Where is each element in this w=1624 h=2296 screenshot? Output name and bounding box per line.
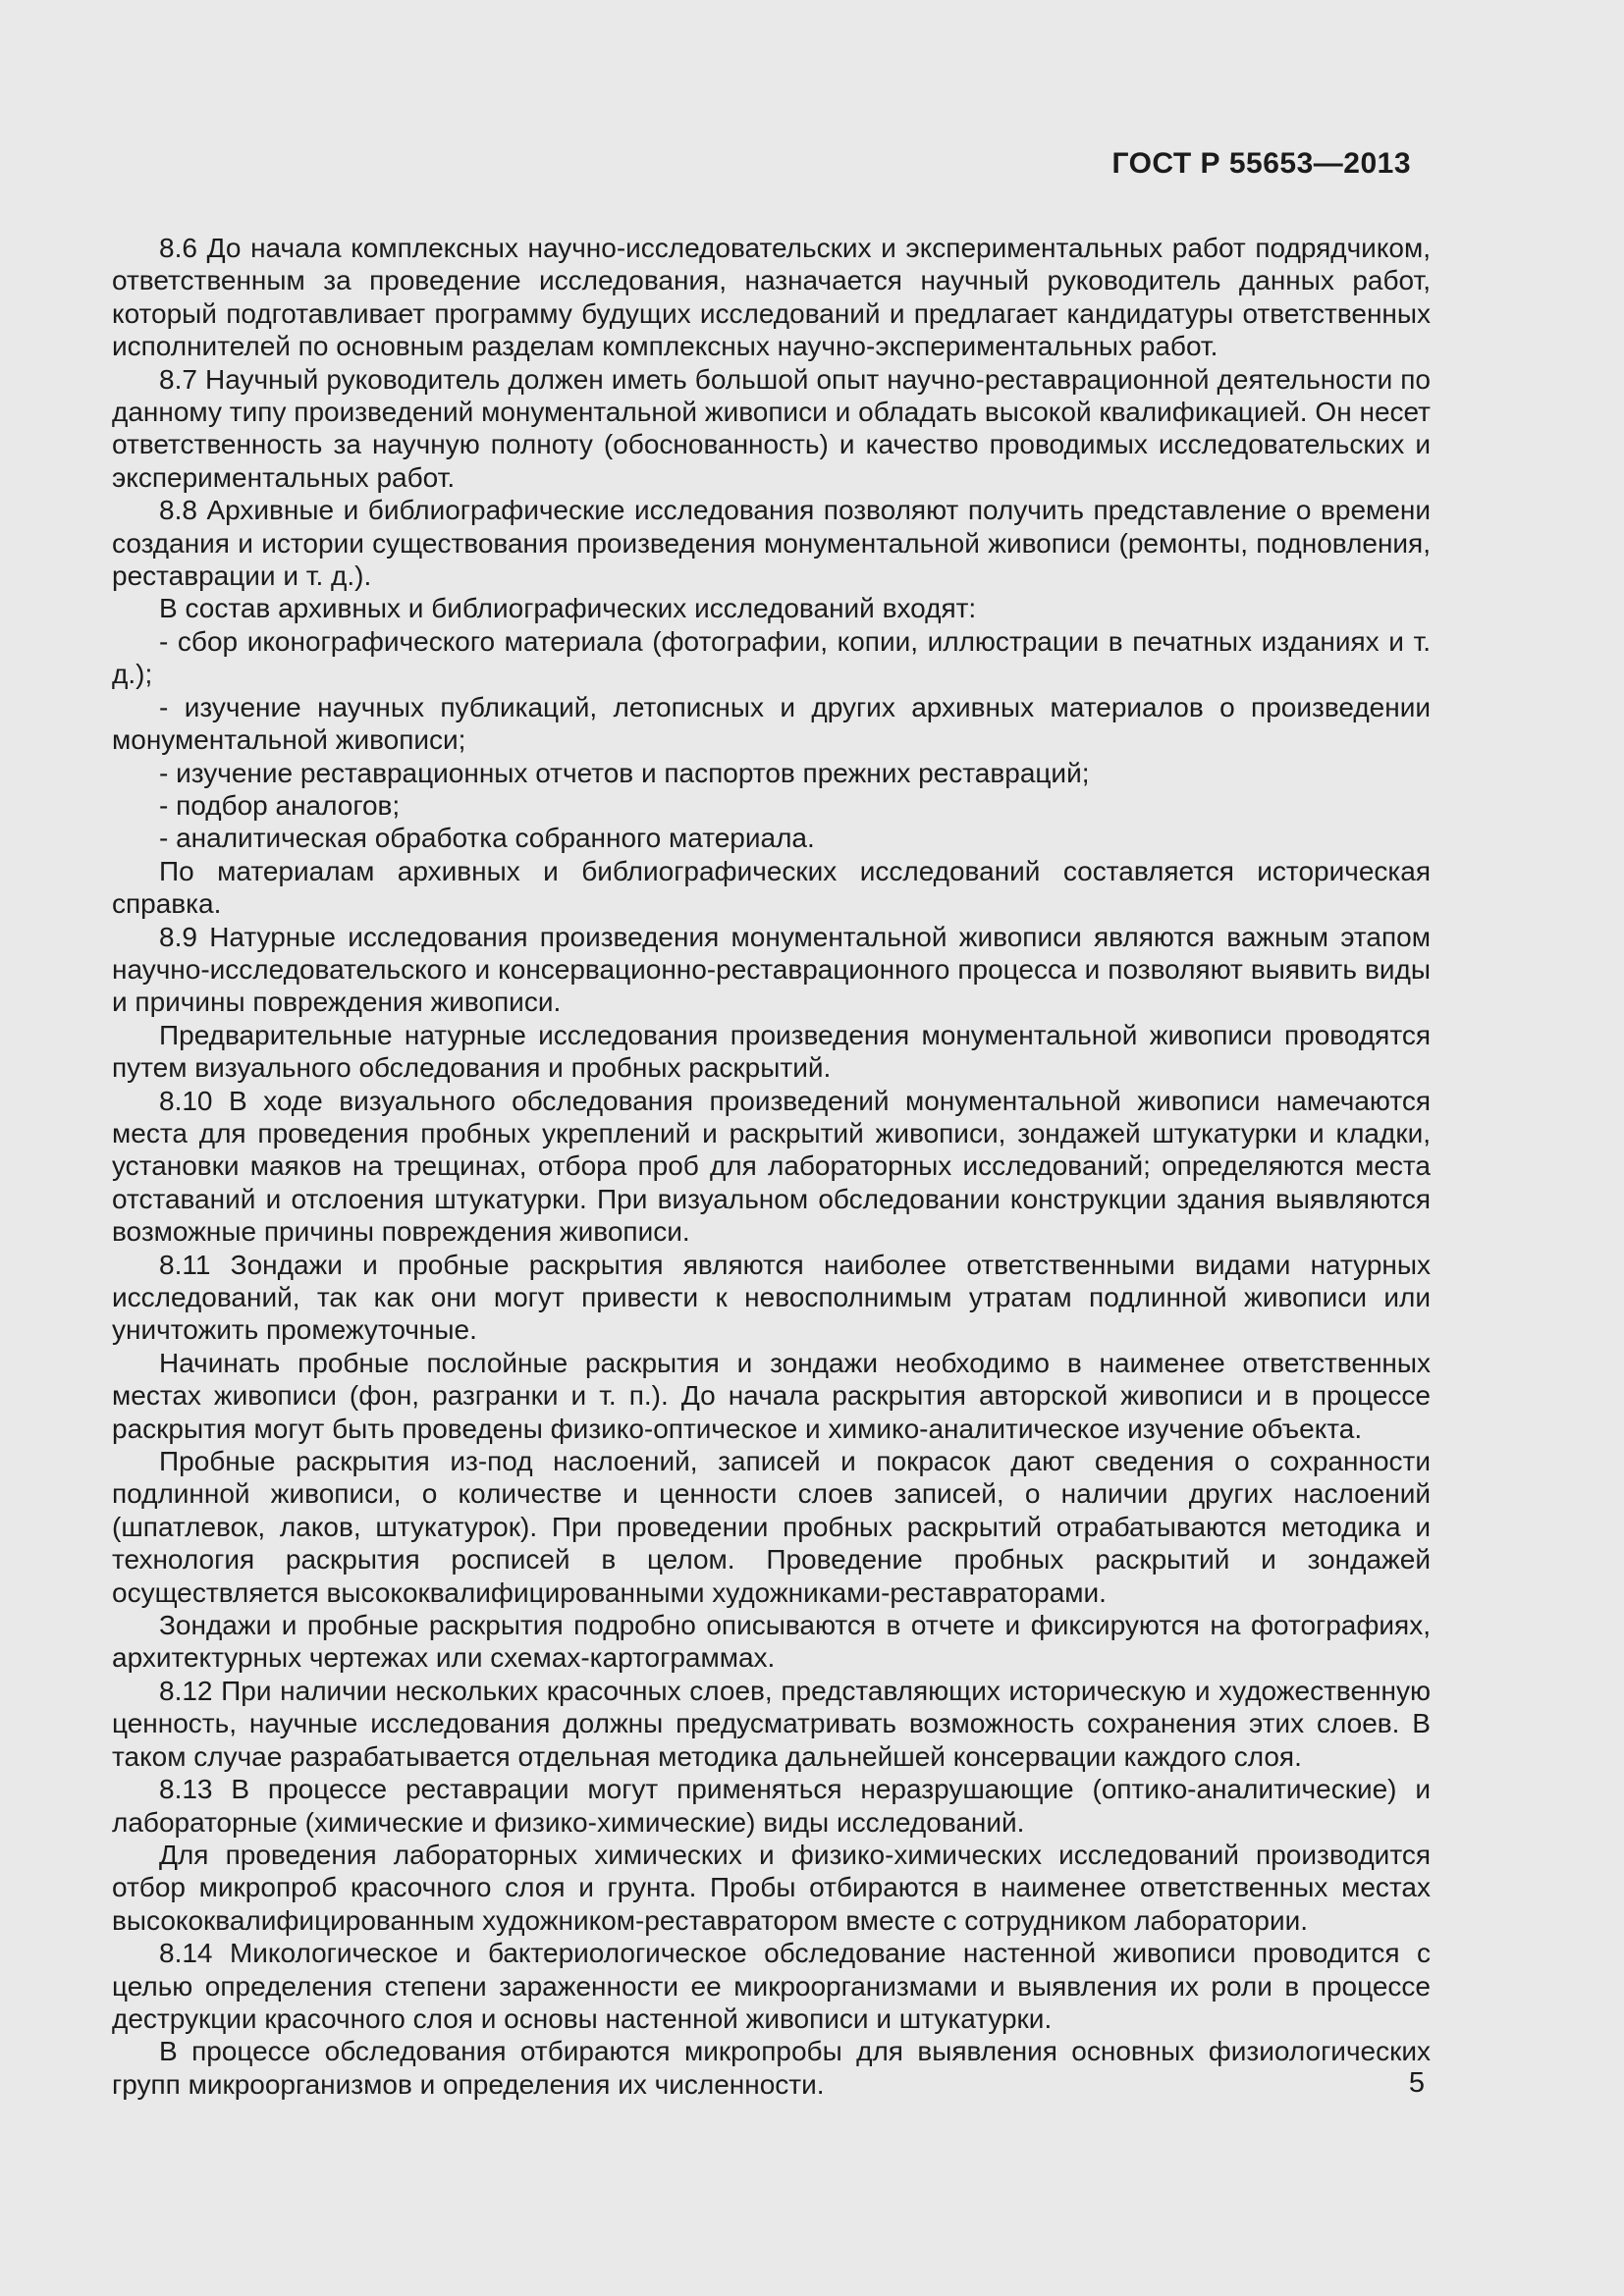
paragraph-8-8: 8.8 Архивные и библиографические исследования позволяют получить представление о времени создания и истории существования произведения монументальной живописи (ремонты, подновления, реставрации и т. д.). bbox=[112, 495, 1431, 592]
page-number: 5 bbox=[1408, 2067, 1425, 2099]
list-item-iconographic-material: - сбор иконографического материала (фотографии, копии, иллюстрации в печатных изданиях и т. д.); bbox=[112, 625, 1431, 690]
paragraph-sondage-documentation: Зондажи и пробные раскрытия подробно описываются в отчете и фиксируются на фотографиях, архитектурных чертежах или схемах-картограммах. bbox=[112, 1610, 1431, 1674]
paragraph-microsample-selection: Для проведения лабораторных химических и физико-химических исследований производится отбор микропроб красочного слоя и грунта. Пробы отбираются в наименее ответственных местах высококвалифицированным художником-реставратором вместе с сотрудником лаборатории. bbox=[112, 1839, 1431, 1936]
paragraph-8-11: 8.11 Зондажи и пробные раскрытия являются наиболее ответственными видами натурных исследований, так как они могут привести к невосполнимым утратам подлинной живописи или уничтожить промежуточные. bbox=[112, 1249, 1431, 1346]
document-body bbox=[112, 232, 1431, 2101]
list-item-publications-study: - изучение научных публикаций, летописных и других архивных материалов о произведении монументальной живописи; bbox=[112, 691, 1431, 756]
paragraph-8-14: 8.14 Микологическое и бактериологическое обследование настенной живописи проводится с целью определения степени зараженности ее микроорганизмами и выявления их роли в процессе деструкции красочного слоя и основы настенной живописи и штукатурки. bbox=[112, 1938, 1431, 2034]
paragraph-8-10: 8.10 В ходе визуального обследования произведений монументальной живописи намечаются места для проведения пробных укреплений и раскрытий живописи, зондажей штукатурки и кладки, установки маяков на трещинах, отбора проб для лабораторных исследований; определяются места отставаний и отслоения штукатурки. При визуальном обследовании конструкции здания выявляются возможные причины повреждения живописи. bbox=[112, 1085, 1431, 1248]
paragraph-trial-uncovering-info: Пробные раскрытия из-под наслоений, записей и покрасок дают сведения о сохранности подлинной живописи, о количестве и ценности слоев записей, о наличии других наслоений (шпатлевок, лаков, штукатурок). При проведении пробных раскрытий отрабатываются методика и технология раскрытия росписей в целом. Проведение пробных раскрытий и зондажей осуществляется высококвалифицированными художниками-реставраторами. bbox=[112, 1446, 1431, 1608]
paragraph-8-7: 8.7 Научный руководитель должен иметь большой опыт научно-реставрационной деятельности по данному типу произведений монументальной живописи и обладать высокой квалификацией. Он несет ответственность за научную полноту (обоснованность) и качество проводимых исследовательских и экспериментальных работ. bbox=[112, 363, 1431, 493]
paragraph-8-6: 8.6 До начала комплексных научно-исследовательских и экспериментальных работ подрядчиком, ответственным за проведение исследования, назначается научный руководитель данных работ, который подготавливает программу будущих исследований и предлагает кандидатуры ответственных исполнителей по основным разделам комплексных научно-экспериментальных работ. bbox=[112, 233, 1431, 362]
paragraph-preliminary-research: Предварительные натурные исследования произведения монументальной живописи проводятся путем визуального обследования и пробных раскрытий. bbox=[112, 1019, 1431, 1084]
paragraph-8-12: 8.12 При наличии нескольких красочных слоев, представляющих историческую и художественную ценность, научные исследования должны предусматривать возможность сохранения этих слоев. В таком случае разрабатывается отдельная методика дальнейшей консервации каждого слоя. bbox=[112, 1675, 1431, 1772]
list-item-analog-selection: - подбор аналогов; bbox=[159, 789, 401, 821]
list-item-restoration-reports: - изучение реставрационных отчетов и паспортов прежних реставраций; bbox=[159, 757, 1090, 788]
list-item-analytical-processing: - аналитическая обработка собранного материала. bbox=[159, 823, 815, 854]
paragraph-historical-note: По материалам архивных и библиографических исследований составляется историческая справка. bbox=[112, 855, 1431, 920]
paragraph-8-13: 8.13 В процессе реставрации могут применяться неразрушающие (оптико-аналитические) и лабораторные (химические и физико-химические) виды исследований. bbox=[112, 1774, 1431, 1838]
paragraph-microorganism-groups: В процессе обследования отбираются микропробы для выявления основных физиологических групп микроорганизмов и определения их численности. bbox=[112, 2036, 1431, 2100]
paragraph-trial-uncovering-start: Начинать пробные послойные раскрытия и зондажи необходимо в наименее ответственных местах живописи (фон, разгранки и т. п.). До начала раскрытия авторской живописи и в процессе раскрытия могут быть проведены физико-оптическое и химико-аналитическое изучение объекта. bbox=[112, 1347, 1431, 1444]
paragraph-archival-list-intro: В состав архивных и библиографических исследований входят: bbox=[159, 593, 977, 624]
document-header-standard-number: ГОСТ Р 55653—2013 bbox=[1111, 147, 1411, 180]
paragraph-8-9: 8.9 Натурные исследования произведения монументальной живописи являются важным этапом научно-исследовательского и консервационно-реставрационного процесса и позволяют выявить виды и причины повреждения живописи. bbox=[112, 921, 1431, 1018]
